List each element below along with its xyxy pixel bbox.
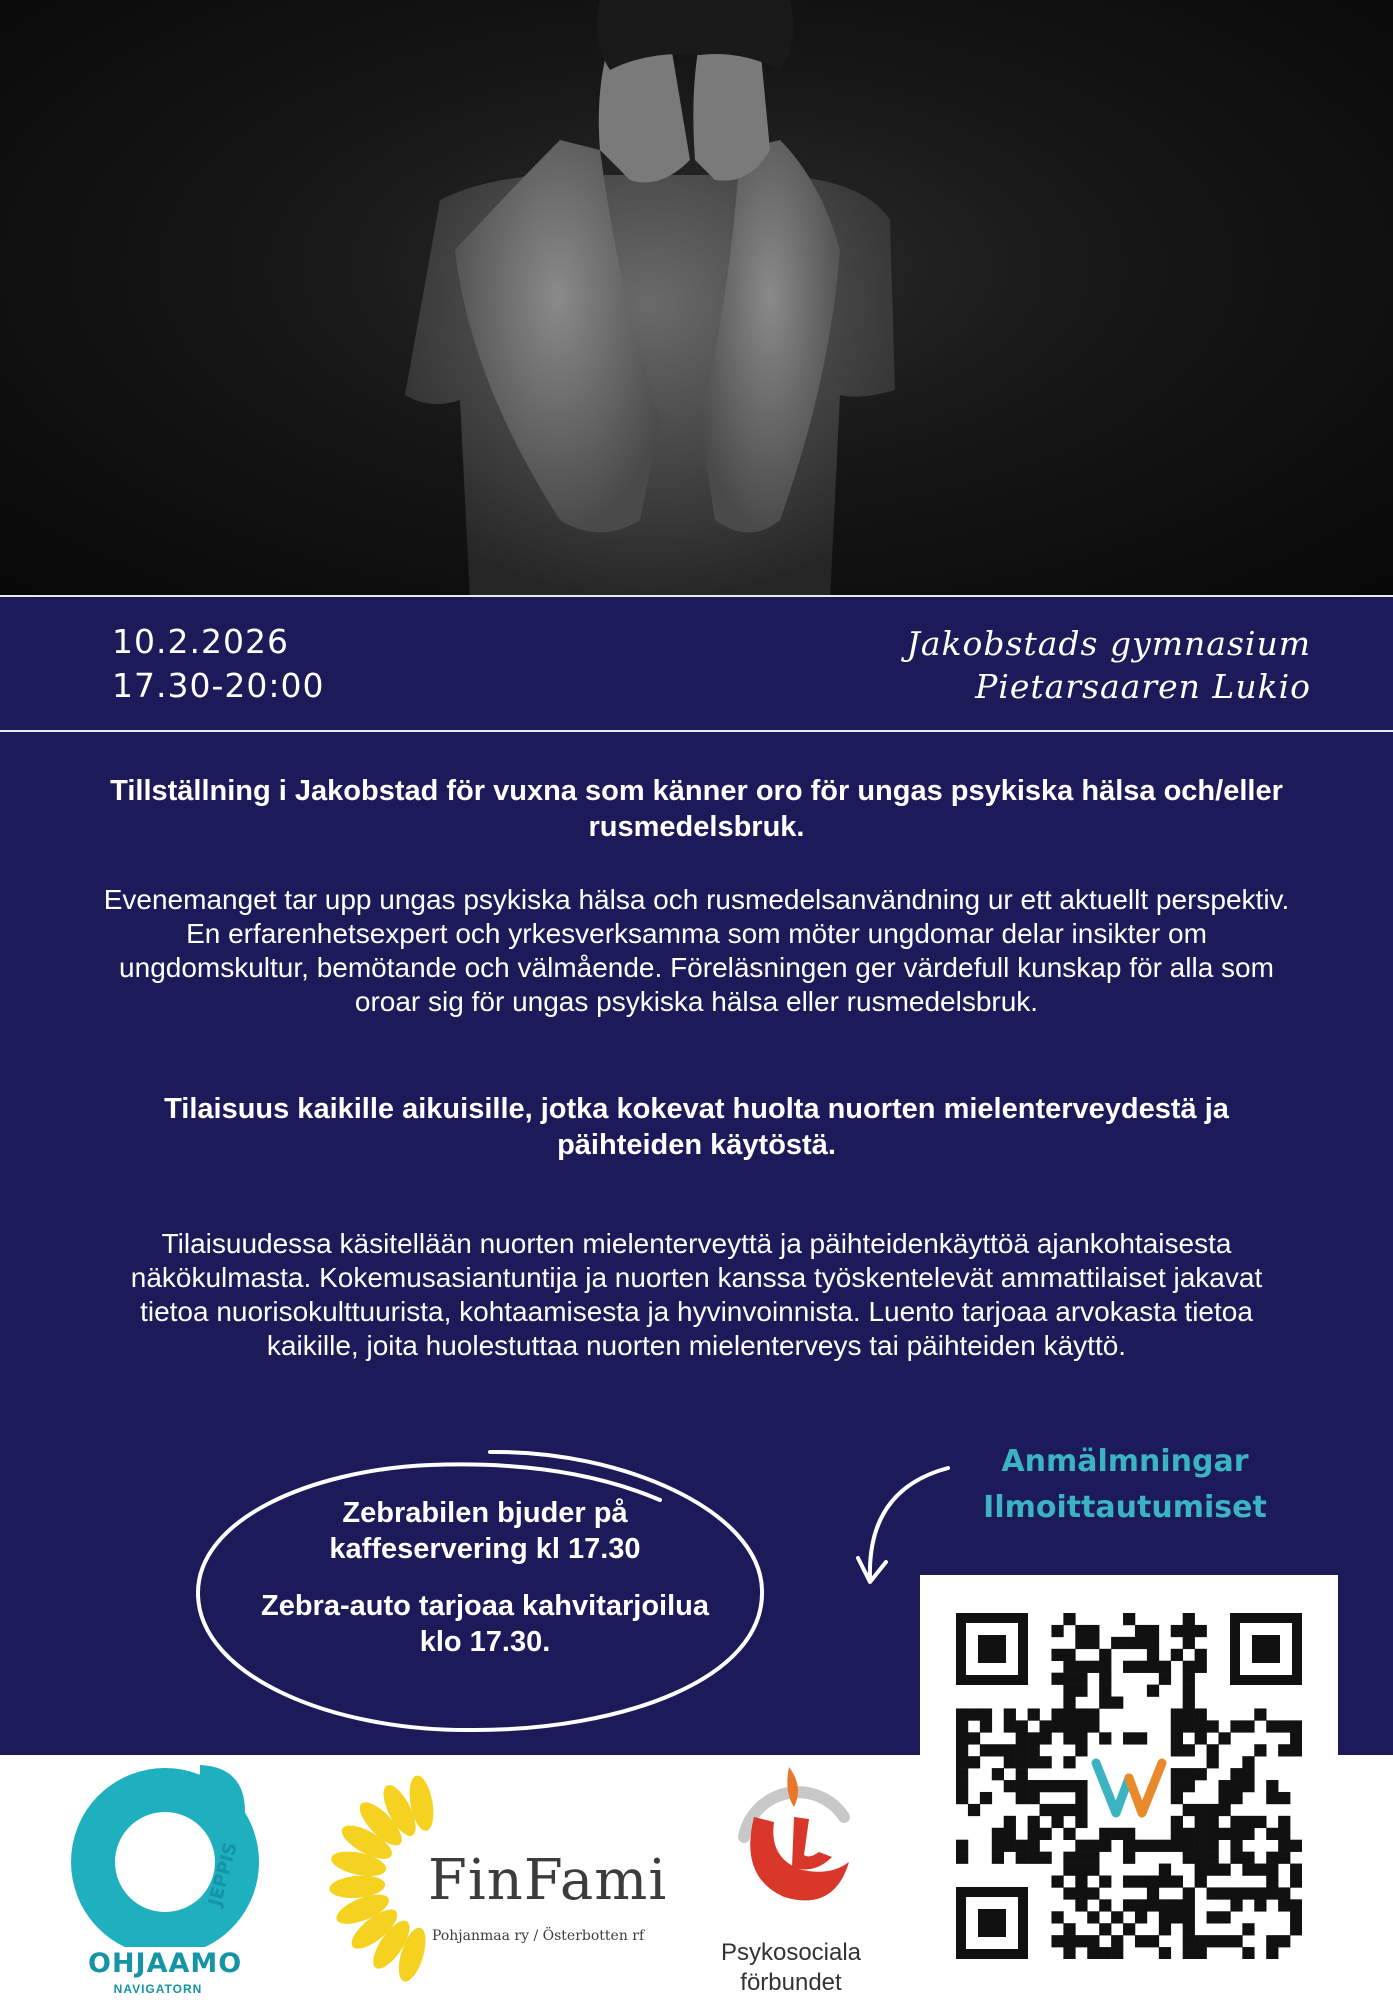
- ohjaamo-badge-text: JEPPIS: [204, 1840, 242, 1909]
- event-date: 10.2.2026: [112, 622, 289, 661]
- divider-line: [0, 730, 1393, 732]
- venue-swedish: Jakobstads gymnasium: [906, 624, 1311, 663]
- curved-arrow-icon: [848, 1460, 958, 1590]
- coffee-swedish: Zebrabilen bjuder på kaffeservering kl 17.30: [329, 1497, 641, 1565]
- finnish-heading: Tilaisuus kaikille aikuisille, jotka kokevat huolta nuorten mielenterveydestä ja päihteiden käytöstä.: [164, 1093, 1229, 1161]
- event-info-band: [0, 597, 1393, 730]
- registration-qr-code[interactable]: [920, 1575, 1338, 2000]
- registration-swedish: Anmälmningar: [1001, 1444, 1249, 1479]
- psykosociala-name: Psykosociala förbundet: [720, 1939, 862, 1996]
- hero-photo: [0, 0, 1393, 595]
- swedish-heading: Tillställning i Jakobstad för vuxna som känner oro för ungas psykiska hälsa och/eller rusmedelsbruk.: [110, 775, 1283, 843]
- ohjaamo-subtitle: NAVIGATORN: [113, 1982, 203, 1996]
- psykosociala-logo-icon: [714, 1757, 874, 1937]
- venue-finnish: Pietarsaaren Lukio: [975, 667, 1311, 706]
- finfami-sunflower-icon: [300, 1760, 440, 1990]
- qr-code-icon: [956, 1613, 1302, 1959]
- event-time: 17.30-20:00: [112, 666, 325, 705]
- distressed-person-illustration: [0, 0, 1393, 595]
- registration-finnish: Ilmoittautumiset: [983, 1490, 1267, 1525]
- swedish-body: Evenemanget tar upp ungas psykiska hälsa och rusmedelsanvändning ur ett aktuellt perspektiv. En erfarenhetsexpert och yrkesverksamma som möter ungdomar delar insikter om ungdomskultur, bemötande och välmående. Föreläsningen ger värdefull kunskap för alla som oroar sig för ungas psykiska hälsa eller rusmedelsbruk.: [103, 884, 1290, 1017]
- finnish-body: Tilaisuudessa käsitellään nuorten mielenterveyttä ja päihteidenkäyttöä ajankohtaisesta näkökulmasta. Kokemusasiantuntija ja nuorten kanssa työskentelevät ammattilaiset jakavat tietoa nuorisokulttuurista, kohtaamisesta ja hyvinvoinnista. Luento tarjoaa arvokasta tietoa kaikille, joita huolestuttaa nuorten mielenterveys tai päihteiden käyttö.: [130, 1228, 1263, 1361]
- finfami-name: FinFami: [428, 1848, 668, 1913]
- finfami-subtitle: Pohjanmaa ry / Österbotten rf: [432, 1928, 645, 1944]
- ohjaamo-name: OHJAAMO: [88, 1948, 243, 1979]
- ohjaamo-logo-icon: [70, 1757, 260, 1947]
- coffee-finnish: Zebra-auto tarjoaa kahvitarjoilua klo 17.30.: [260, 1590, 709, 1658]
